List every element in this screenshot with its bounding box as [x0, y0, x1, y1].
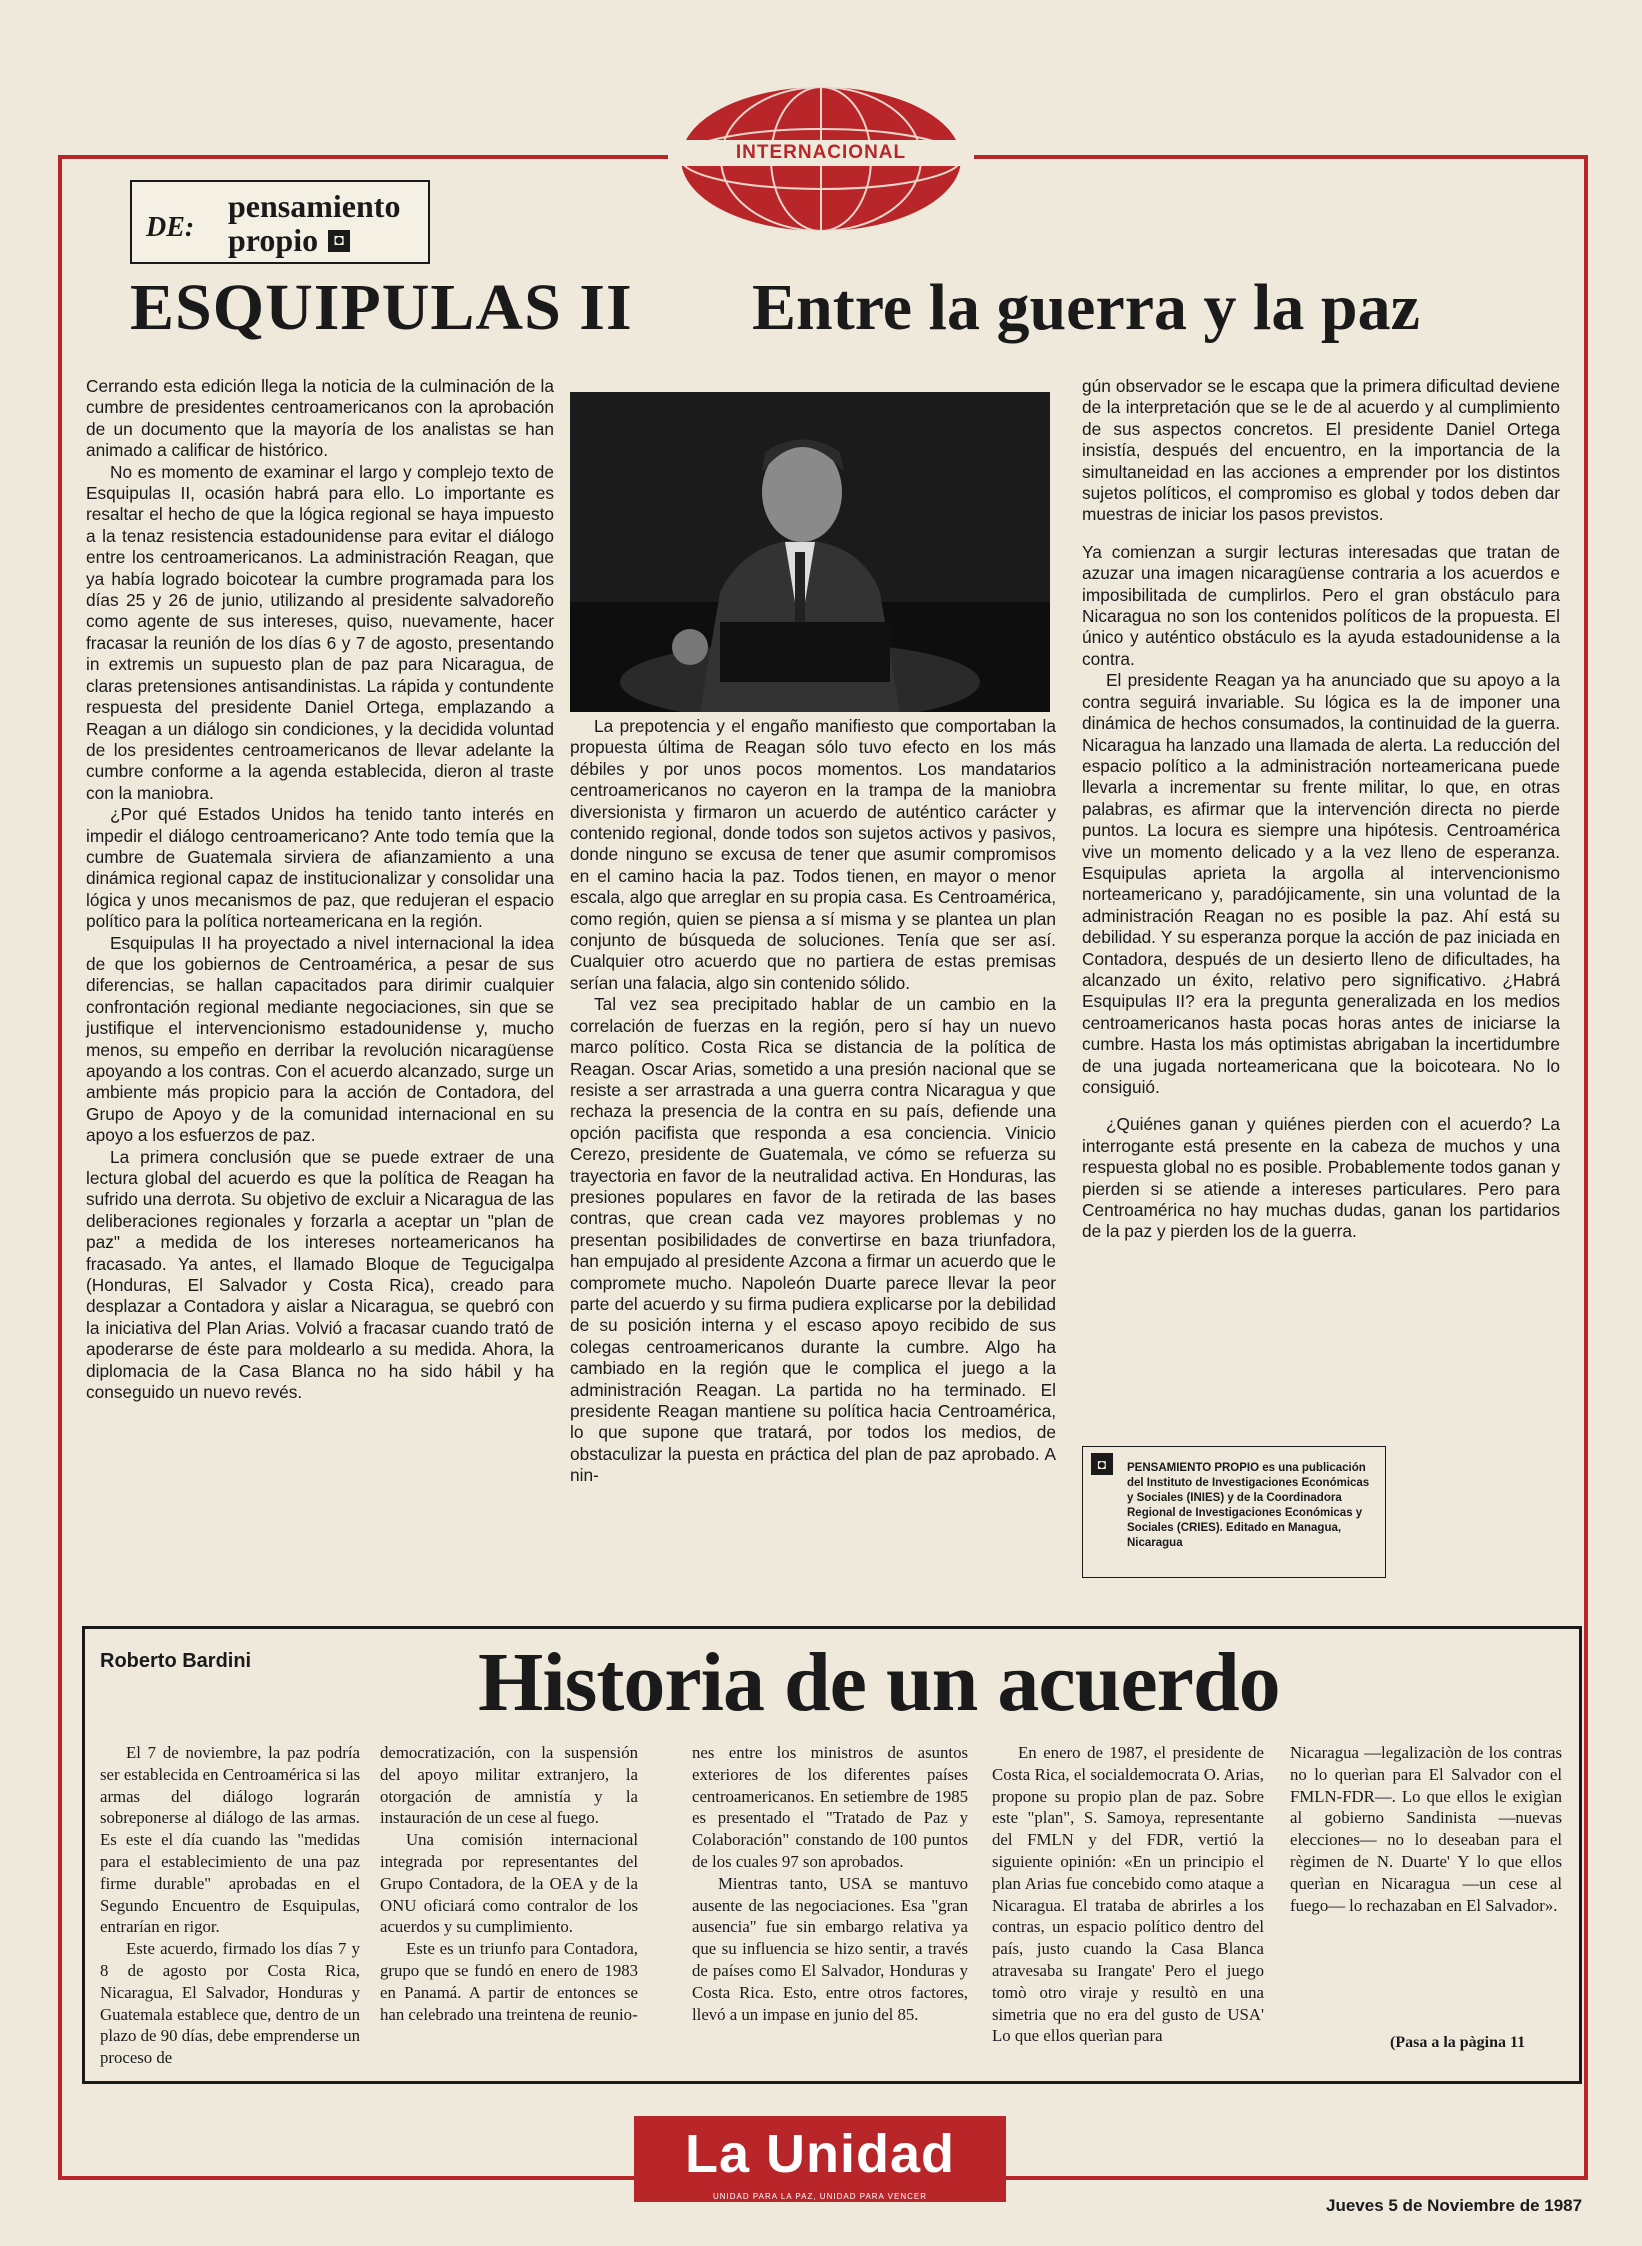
badge-line2: propio — [228, 222, 319, 258]
paragraph: El 7 de noviembre, la paz podría ser establecida en Centroamérica si las armas del diálogo lograrán sobreponerse al diálogo de las armas. Es este el día cuando las "medidas para el establecimiento de una paz firme durable" aprobadas en el Segundo Encuentro de Esquipulas, entrarían en rigor. — [100, 1743, 360, 1937]
paragraph: Nicaragua —legalizaciòn de los contras no lo querìan para El Salvador con el FMLN-FDR—. Lo que ellos le exigìan al gobierno Sandinista —nuevas elecciones— no lo deseaban para el règimen de N. Duarte' Y lo que ellos querìan en Nicaragua —un cese al fuego— lo rechazaban en El Salvador». — [1290, 1743, 1562, 1915]
paragraph: Mientras tanto, USA se mantuvo ausente de las negociaciones. Esa "gran ausencia" fue sin embargo relativa ya que su influencia se hizo sentir, a través de países como El Salvador, Honduras y Costa Rica. Esto, entre otros factores, llevó a un impase en junio del 85. — [692, 1873, 968, 2024]
paragraph: El presidente Reagan ya ha anunciado que su apoyo a la contra seguirá invariable. Su lógica es la de imponer una dinámica de hechos consumados, la continuidad de la guerra. Nicaragua ha lanzado una llamada de alerta. La reducción del espacio político a la administración norteamericana puede llevarla a incrementar su frente militar, lo que, en otras palabras, es afirmar que la intervención directa no pierde puntos. La locura es siempre una hipótesis. Centroamérica vive un momento delicado y a la vez lleno de esperanza. Esquipulas aprieta la argolla al intervencionismo norteamericano y, paradójicamente, sin una voluntad de la administración Reagan no es posible la paz. Ahí está su debilidad. Y su esperanza porque la acción de paz iniciada en Contadora, después de un desierto lleno de dificultades, ha alcanzado un éxito, relativo pero significativo. ¿Habrá Esquipulas II? era la pregunta generalizada en los medios centroamericanos hasta pocas horas antes de iniciarse la cumbre. Hasta los más optimistas abrigaban la incertidumbre de una jugada norteamericana que la boicoteara. No lo consiguió. — [1082, 670, 1560, 1097]
paragraph: Ya comienzan a surgir lecturas interesadas que tratan de azuzar una imagen nicaragüense contraria a los acuerdos e imposibilitada de cumplirlos. Pero el gran obstáculo para Nicaragua no son los contenidos políticos de la propuesta. El único y auténtico obstáculo es la ayuda estadounidense a la contra. — [1082, 541, 1560, 669]
paragraph: La primera conclusión que se puede extraer de una lectura global del acuerdo es que la política de Reagan ha sufrido una derrota. Su objetivo de excluir a Nicaragua de las deliberaciones regionales y forzarla a aceptar un "plan de paz" a medida de los intereses norteamericanos ha fracasado. Ya antes, el llamado Bloque de Tegucigalpa (Honduras, El Salvador y Costa Rica), creado para desplazar a Contadora y aislar a Nicaragua, se quebró con la iniciativa del Plan Arias. Volvió a fracasar cuando trató de apoderarse de éste para moldearlo a su medida. Ahora, la diplomacia de la Casa Blanca no ha sido hábil y ha conseguido un nuevo revés. — [86, 1146, 554, 1403]
headline-right: Entre la guerra y la paz — [752, 271, 1420, 344]
article-column-1 — [86, 376, 554, 1404]
paragraph: Cerrando esta edición llega la noticia de la culminación de la cumbre de presidentes centroamericanos con la aprobación de un documento que la mayoría de los analistas se han animado a calificar de histórico. — [86, 376, 554, 461]
byline: Roberto Bardini — [100, 1650, 252, 1672]
paragraph: ¿Quiénes ganan y quiénes pierden con el acuerdo? La interrogante está presente en la cabeza de muchos y una respuesta global no es posible. Probablemente todos ganan y pierden si se atiende a intereses particulares. Pero para Centroamérica no hay muchas dudas, ganan los partidarios de la paz y pierden los de la guerra. — [1082, 1114, 1560, 1242]
sidebar-column-3 — [692, 1742, 968, 2025]
continued-note: (Pasa a la pàgina 11 — [1390, 2034, 1526, 2051]
masthead-tagline: UNIDAD PARA LA PAZ, UNIDAD PARA VENCER — [712, 2192, 928, 2201]
headline-left: ESQUIPULAS II — [130, 271, 633, 344]
paragraph: En enero de 1987, el presidente de Costa Rica, el socialdemocrata O. Arias, propone su propio plan de paz. Sobre este "plan", S. Samoya, representante del FMLN y del FDR, vertió la siguiente opinión: «En un principio el plan Arias fue concebido como ataque a Nicaragua. El trataba de abrirles a los contras, un espacio político dentro del país, justo cuando la Casa Blanca atravesaba su Irangate' Pero el juego tomò otro viraje y resultò en una simetria que no era del gusto de USA' Lo que ellos querìan para — [992, 1743, 1264, 2046]
paragraph: Tal vez sea precipitado hablar de un cambio en la correlación de fuerzas en la región, pero sí hay un nuevo marco político. Costa Rica se distancia de la política de Reagan. Oscar Arias, sometido a una presión nacional que se resiste a ser arrastrada a una guerra contra Nicaragua y que rechaza la presencia de la contra en su país, defiende una opción pacifista que responda a esa conciencia. Vinicio Cerezo, presidente de Guatemala, ve cómo se refuerza su trayectoria en favor de la neutralidad activa. En Honduras, las presiones populares en favor de la retirada de las bases contras, que crean cada vez mayores problemas y no presentan posibilidades de convertirse en baza triunfadora, han empujado al presidente Azcona a firmar un acuerdo que le compromete mucho. Napoleón Duarte parece llevar la peor parte del acuerdo y su firma pudiera explicarse por la debilidad de su posición interna y el escaso apoyo recibido de sus colegas centroamericanos durante la cumbre. Algo ha cambiado en la región que le complica el juego a la administración Reagan. La partida no ha terminado. El presidente Reagan mantiene su política hacia Centroamérica, lo que supone que tratará, por todos los medios, de obstaculizar la puesta en práctica del plan de paz aprobado. A nin- — [570, 994, 1056, 1486]
paragraph: Esquipulas II ha proyectado a nivel internacional la idea de que los gobiernos de Centroamérica, a pesar de sus diferencias, se hallan capacitados para dirimir cualquier confrontación regional mediante negociaciones, sin que se justifique el intervencionismo estadounidense y, mucho menos, su empeño en derribar la revolución nicaragüense apoyando a los contras. Con el acuerdo alcanzado, surge un ambiente más propicio para la acción de Contadora, del Grupo de Apoyo y de la comunidad internacional en su apoyo a los esfuerzos de paz. — [86, 932, 554, 1146]
sidebar-column-5 — [1290, 1742, 1562, 1916]
badge-logo-icon: ◘ — [328, 230, 350, 252]
sidebar-column-1 — [100, 1742, 360, 2069]
news-photo — [570, 392, 1050, 712]
sidebar-headline: Historia de un acuerdo — [478, 1636, 1280, 1729]
paragraph: Este es un triunfo para Contadora, grupo que se fundó en enero de 1983 en Panamá. A partir de entonces se han celebrado una treintena de reunio- — [380, 1939, 638, 2024]
paragraph: nes entre los ministros de asuntos exteriores de los diferentes países centroamericanos. En setiembre de 1985 es presentado el "Tratado de Paz y Colaboración" constando de 100 puntos de los cuales 97 son aprobados. — [692, 1743, 968, 1871]
article-column-2 — [570, 716, 1056, 1487]
section-label: INTERNACIONAL — [668, 140, 974, 166]
masthead-logo: La Unidad — [634, 2116, 1006, 2202]
sidebar-column-2 — [380, 1742, 638, 2025]
paragraph: Una comisión internacional integrada por representantes del Grupo Contadora, de la OEA y de la ONU oficiará como contralor de los acuerdos y su cumplimiento. — [380, 1830, 638, 1937]
source-badge — [130, 180, 430, 264]
sidebar-column-4 — [992, 1742, 1264, 2047]
publication-credit — [1082, 1446, 1386, 1578]
issue-date: Jueves 5 de Noviembre de 1987 — [1326, 2196, 1583, 2215]
article-column-3 — [1082, 376, 1560, 1243]
paragraph: No es momento de examinar el largo y complejo texto de Esquipulas II, ocasión habrá para ello. Lo importante es resaltar el hecho de que la lógica regional se haya impuesto a la tenaz resistencia estadounidense para evitar el diálogo entre los centroamericanos. La administración Reagan, que ya había logrado boicotear la cumbre programada para los días 25 y 26 de junio, utilizando al presidente salvadoreño como agente de sus intereses, quiso, nuevamente, hacer fracasar la reunión de los días 6 y 7 de agosto, presentando in extremis un supuesto plan de paz para Nicaragua, de claras pretensiones antisandinistas. La rápida y contundente respuesta del presidente Daniel Ortega, emplazando a Reagan a un diálogo sin condiciones, y la decidida voluntad de los presidentes centroamericanos de llevar adelante la cumbre conforme a la agenda establecida, dieron al traste con la maniobra. — [86, 461, 554, 803]
badge-de: DE: — [146, 212, 195, 243]
credit-logo-icon: ◘ — [1091, 1453, 1113, 1475]
paragraph: La prepotencia y el engaño manifiesto que comportaban la propuesta última de Reagan sólo tuvo efecto en los más débiles y por unos pocos momentos. Los mandatarios centroamericanos no cayeron en la trampa de la maniobra diversionista y firmaron un acuerdo de auténtico carácter y contenido regional, donde todos son sujetos activos y pasivos, donde ninguno se excusa de tener que asumir compromisos en el camino hacia la paz. Todos tienen, en mayor o menor escala, algo que arreglar en su propia casa. Es Centroamérica, como región, quien se piensa a sí misma y se plantea un plan conjunto de búsqueda de soluciones. Tenía que ser así. Cualquier otro acuerdo que no partiera de estas premisas serían una falacia, algo sin contenido sólido. — [570, 716, 1056, 993]
badge-line1: pensamiento — [228, 188, 401, 224]
paragraph: democratización, con la suspensión del apoyo militar extranjero, la otorgación de amnistía y la instauración de un cese al fuego. — [380, 1743, 638, 1828]
photo-illustration — [570, 392, 1050, 712]
paragraph: gún observador se le escapa que la primera dificultad deviene de la interpretación que se le de al acuerdo y al cumplimiento de sus aspectos concretos. El presidente Daniel Ortega insistía, después del encuentro, en la importancia de la simultaneidad en las acciones a emprender por los distintos sujetos políticos, el compromiso es global y todos deben dar muestras de iniciar los pasos previstos. — [1082, 376, 1560, 525]
paragraph: ¿Por qué Estados Unidos ha tenido tanto interés en impedir el diálogo centroamericano? Ante todo temía que la cumbre de Guatemala sirviera de afianzamiento a una dinámica regional capaz de institucionalizar y consolidar una lógica y unos mecanismos de paz, que redujeran el espacio político para la política norteamericana en la región. — [86, 804, 554, 932]
credit-text: PENSAMIENTO PROPIO es una publicación del Instituto de Investigaciones Económicas y Sociales (INIES) y de la Coordinadora Regional de Investigaciones Económicas y Sociales (CRIES). Editado en Managua, Nicaragua — [1127, 1462, 1370, 1549]
paragraph: Este acuerdo, firmado los días 7 y 8 de agosto por Costa Rica, Nicaragua, El Salvador, Honduras y Guatemala establece que, dentro de un plazo de 90 días, debe emprenderse un proceso de — [100, 1939, 360, 2068]
